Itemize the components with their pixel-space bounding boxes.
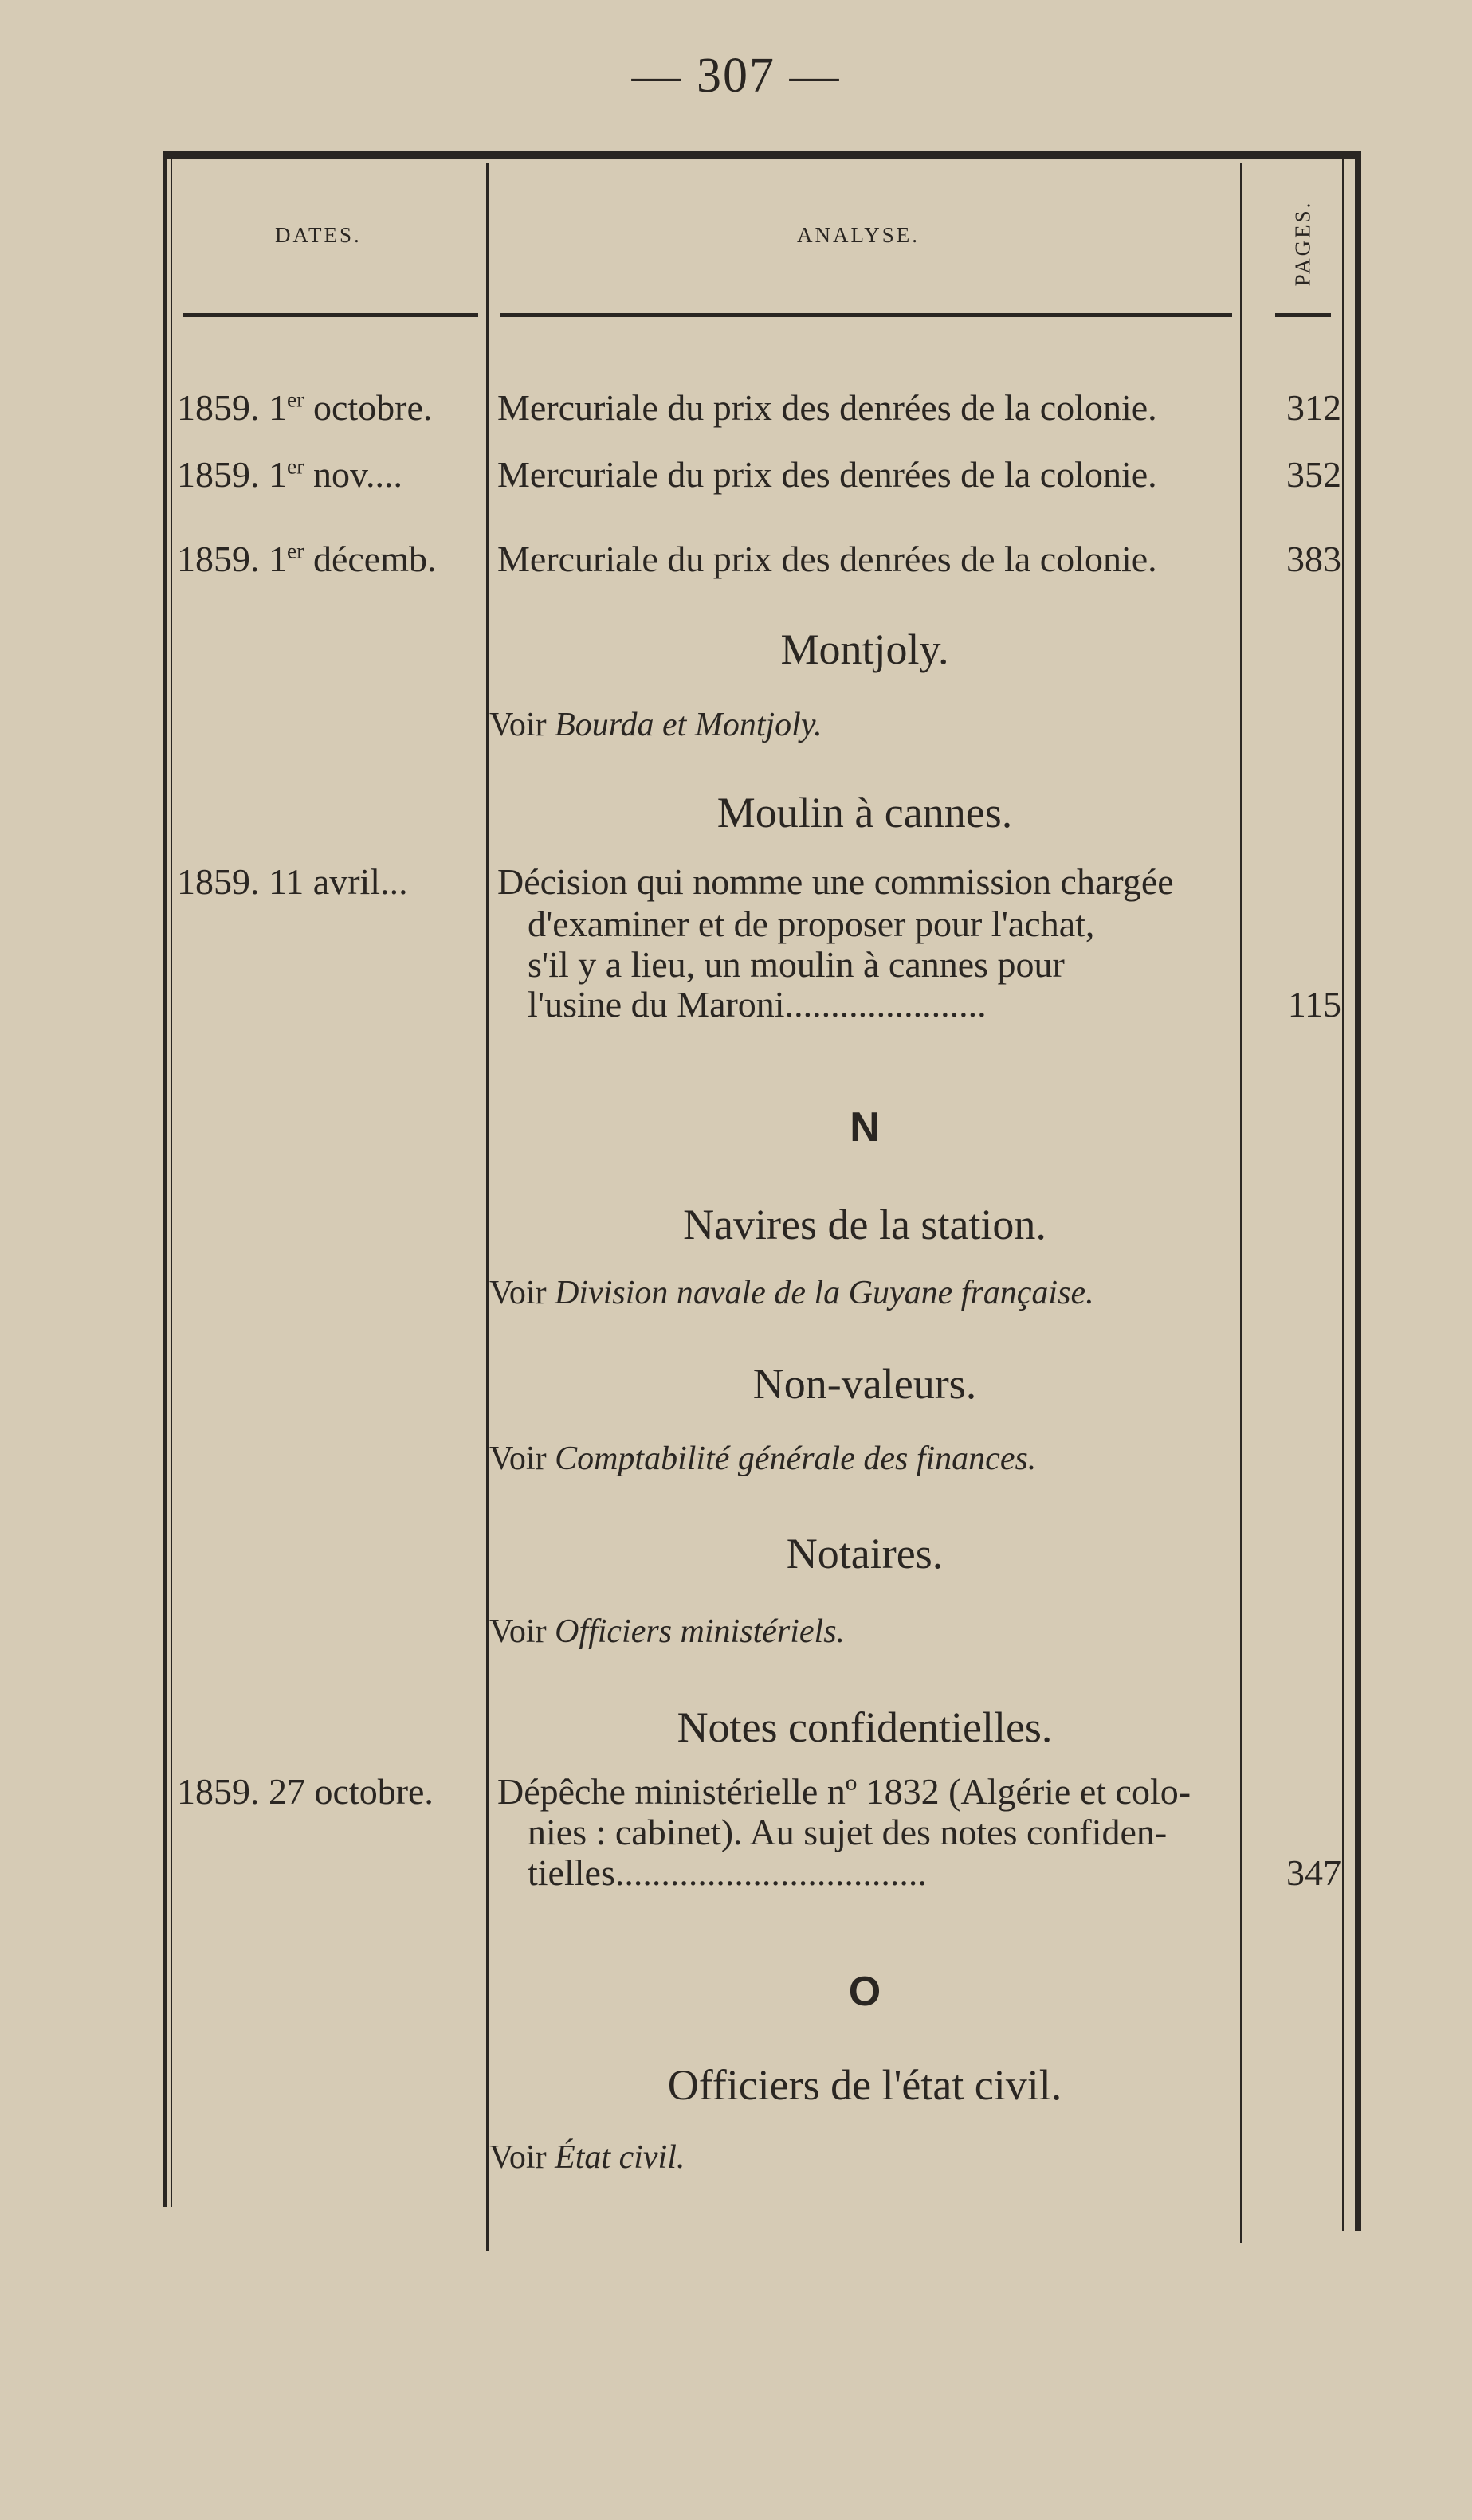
entry-heading-nonvaleurs: Non-valeurs. <box>752 1360 977 1408</box>
row-analysis-continued: d'examiner et de proposer pour l'achat, <box>528 903 1095 944</box>
row-date: 1859. 27 octobre. <box>177 1771 434 1812</box>
row-page: 347 <box>1286 1852 1341 1893</box>
table-left-border <box>163 151 167 2207</box>
header-rule-dates <box>183 313 478 317</box>
table-top-border <box>163 151 1359 159</box>
row-analysis-continued: nies : cabinet). Au sujet des notes confiden- <box>528 1812 1168 1852</box>
row-page: 383 <box>1286 539 1341 579</box>
page-number: — 307 — <box>631 49 841 103</box>
row-analysis-continued: l'usine du Maroni...................... <box>528 984 987 1025</box>
row-analysis-continued: tielles.................................. <box>528 1852 927 1893</box>
row-date: 1859. 1er décemb. <box>177 538 437 579</box>
entry-heading-moulin: Moulin à cannes. <box>716 789 1013 837</box>
header-dates: DATES. <box>275 223 362 247</box>
row-page: 115 <box>1287 984 1341 1025</box>
row-analysis-continued: s'il y a lieu, un moulin à cannes pour <box>528 944 1065 985</box>
header-analyse: ANALYSE. <box>797 223 920 247</box>
row-analysis: Mercuriale du prix des denrées de la colonie. <box>497 387 1157 428</box>
table-right-border <box>1355 151 1361 2231</box>
header-pages-label: PAGES. <box>1290 200 1315 286</box>
table-right-inner-border <box>1342 151 1344 2231</box>
row-date: 1859. 1er octobre. <box>177 386 433 428</box>
entry-heading-montjoly: Montjoly. <box>780 625 949 673</box>
header-rule-pages <box>1275 313 1331 317</box>
entry-heading-navires: Navires de la station. <box>683 1201 1046 1248</box>
row-analysis: Dépêche ministérielle nº 1832 (Algérie et colo- <box>497 1771 1191 1812</box>
entry-heading-officiers: Officiers de l'état civil. <box>667 2061 1062 2109</box>
row-analysis: Décision qui nomme une commission chargée <box>497 861 1174 902</box>
row-analysis: Mercuriale du prix des denrées de la colonie. <box>497 454 1157 495</box>
entry-heading-notes: Notes confidentielles. <box>677 1703 1053 1751</box>
header-pages <box>1275 179 1331 307</box>
entry-heading-notaires: Notaires. <box>786 1530 944 1577</box>
cross-reference-notaires: Voir Officiers ministériels. <box>489 1613 846 1650</box>
row-date: 1859. 1er nov.... <box>177 453 402 495</box>
section-letter-o: O <box>848 1969 881 2015</box>
row-date: 1859. 11 avril... <box>177 861 408 902</box>
row-page: 352 <box>1286 454 1341 495</box>
row-analysis: Mercuriale du prix des denrées de la colonie. <box>497 539 1157 579</box>
header-rule-analyse <box>500 313 1232 317</box>
row-page: 312 <box>1286 387 1341 428</box>
cross-reference-montjoly: Voir Bourda et Montjoly. <box>489 707 822 743</box>
column-divider-dates <box>486 163 489 2251</box>
table-left-inner-border <box>171 151 172 2207</box>
cross-reference-officiers: Voir État civil. <box>489 2139 685 2176</box>
section-letter-n: N <box>850 1104 880 1150</box>
cross-reference-navires: Voir Division navale de la Guyane française. <box>489 1275 1094 1311</box>
cross-reference-nonvaleurs: Voir Comptabilité générale des finances. <box>489 1440 1037 1477</box>
column-divider-pages <box>1240 163 1242 2243</box>
